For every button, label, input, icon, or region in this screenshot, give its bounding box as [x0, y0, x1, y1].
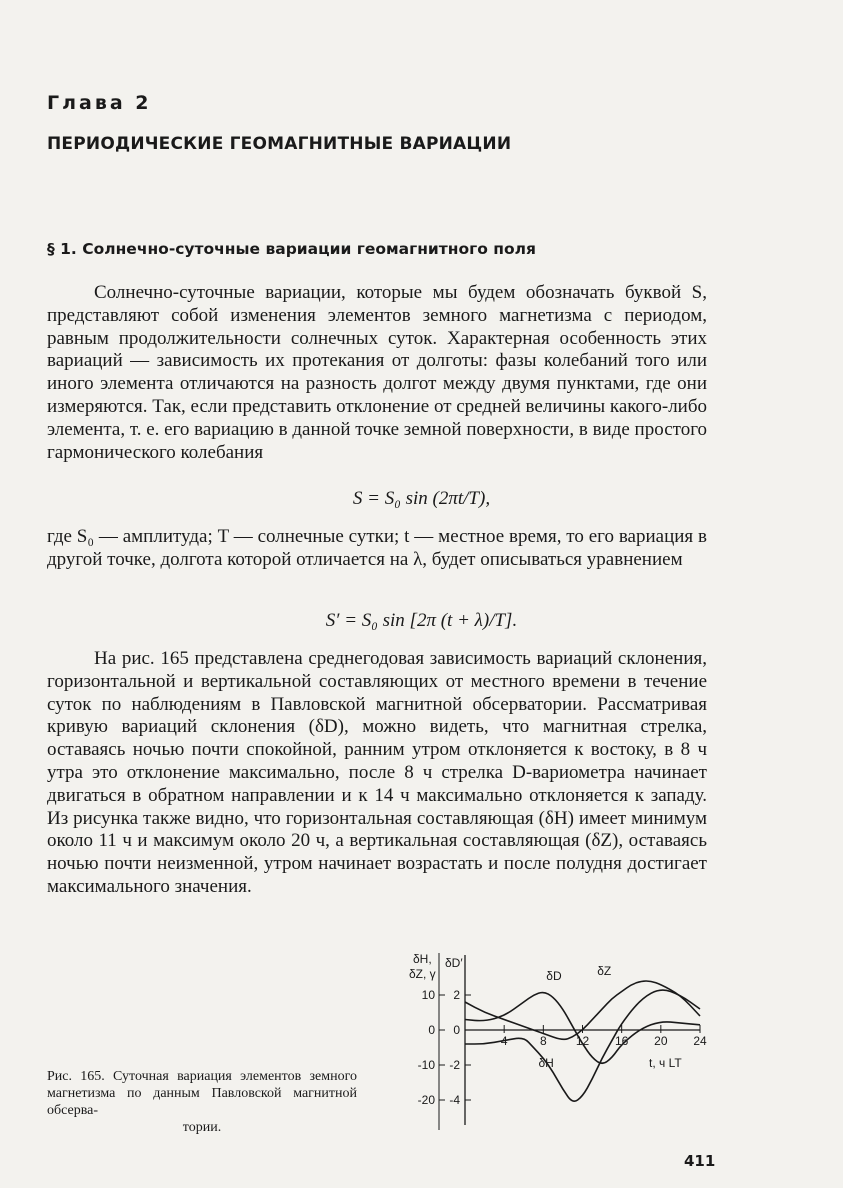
series-label-dH: δH	[538, 1056, 554, 1070]
left-axis-label-1: δH,	[413, 952, 432, 966]
right-tick-label: -4	[449, 1093, 460, 1107]
caption-text-end: тории.	[182, 1120, 222, 1135]
chapter-label: Глава 2	[47, 92, 152, 114]
page-number: 411	[684, 1152, 716, 1170]
x-axis-label: t, ч LT	[649, 1056, 682, 1070]
series-label-dD: δD	[546, 969, 562, 983]
left-axis-label-2: δZ, γ	[409, 967, 436, 981]
figure-165-chart	[405, 945, 715, 1135]
right-tick-label: 2	[453, 988, 460, 1002]
x-tick-label: 16	[614, 1034, 629, 1048]
paragraph-2: где S₀ — амплитуда; T — солнечные сутки; t — местное время, то его вариация в другой точке, долгота которой отличается на λ, будет описываться уравнением	[47, 526, 707, 570]
paragraph-1: Солнечно-суточные вариации, которые мы будем обозначать буквой S, представляют собой изменения элементов земного магнетизма с периодом, равным продолжительности солнечных суток. Характерная особенность этих вариаций — зависимость их протекания от долготы: фазы колебаний того или иного элемента отличаются на разность долгот между двумя пунктами, где они измеряются. Так, если представить отклонение от средней величины какого-либо элемента, т. е. его вариацию в данной точке земной поверхности, в виде простого гармонического колебания	[47, 282, 708, 463]
left-tick-label: 10	[421, 988, 435, 1002]
formula-1: S = S₀ sin (2πt/T),	[352, 488, 491, 509]
formula-2: S′ = S₀ sin [2π (t + λ)/T].	[325, 610, 518, 631]
x-tick-label: 24	[693, 1034, 707, 1048]
figure-caption	[47, 1068, 357, 1136]
left-tick-label: 0	[428, 1023, 435, 1037]
paragraph-3: На рис. 165 представлена среднегодовая зависимость вариаций склонения, горизонтальной и вертикальной составляющих от местного времени в течение суток по наблюдениям в Павловской магнитной обсерватории. Рассматривая кривую вариаций склонения (δD), можно видеть, что магнитная стрелка, оставаясь ночью почти спокойной, ранним утром отклоняется к востоку, в 8 ч утра это отклонение максимально, после 8 ч стрелка D-вариометра начинает двигаться в обратном направлении и к 14 ч максимально отклоняется к западу. Из рисунка также видно, что горизонтальная составляющая (δH) имеет минимум около 11 ч и максимум около 20 ч, а вертикальная составляющая (δZ), оставаясь ночью почти неизменной, утром начинает возрастать и после полудня достигает максимального значения.	[47, 648, 707, 897]
x-tick-label: 12	[575, 1034, 590, 1048]
section-title: § 1. Солнечно-суточные вариации геомагнитного поля	[47, 240, 536, 258]
right-tick-label: 0	[453, 1023, 460, 1037]
left-tick-label: -10	[417, 1058, 435, 1072]
series-label-dZ: δZ	[597, 964, 612, 978]
right-tick-label: -2	[449, 1058, 460, 1072]
caption-text: Рис. 165. Суточная вариация элементов земного магнетизма по данным Павловской магнитной обсерва-	[47, 1069, 357, 1118]
x-tick-label: 8	[539, 1034, 547, 1048]
chapter-title: ПЕРИОДИЧЕСКИЕ ГЕОМАГНИТНЫЕ ВАРИАЦИИ	[47, 134, 512, 154]
x-tick-label: 4	[500, 1034, 508, 1048]
right-axis-label: δD′	[445, 956, 463, 970]
x-tick-label: 20	[654, 1034, 668, 1048]
left-tick-label: -20	[417, 1093, 435, 1107]
